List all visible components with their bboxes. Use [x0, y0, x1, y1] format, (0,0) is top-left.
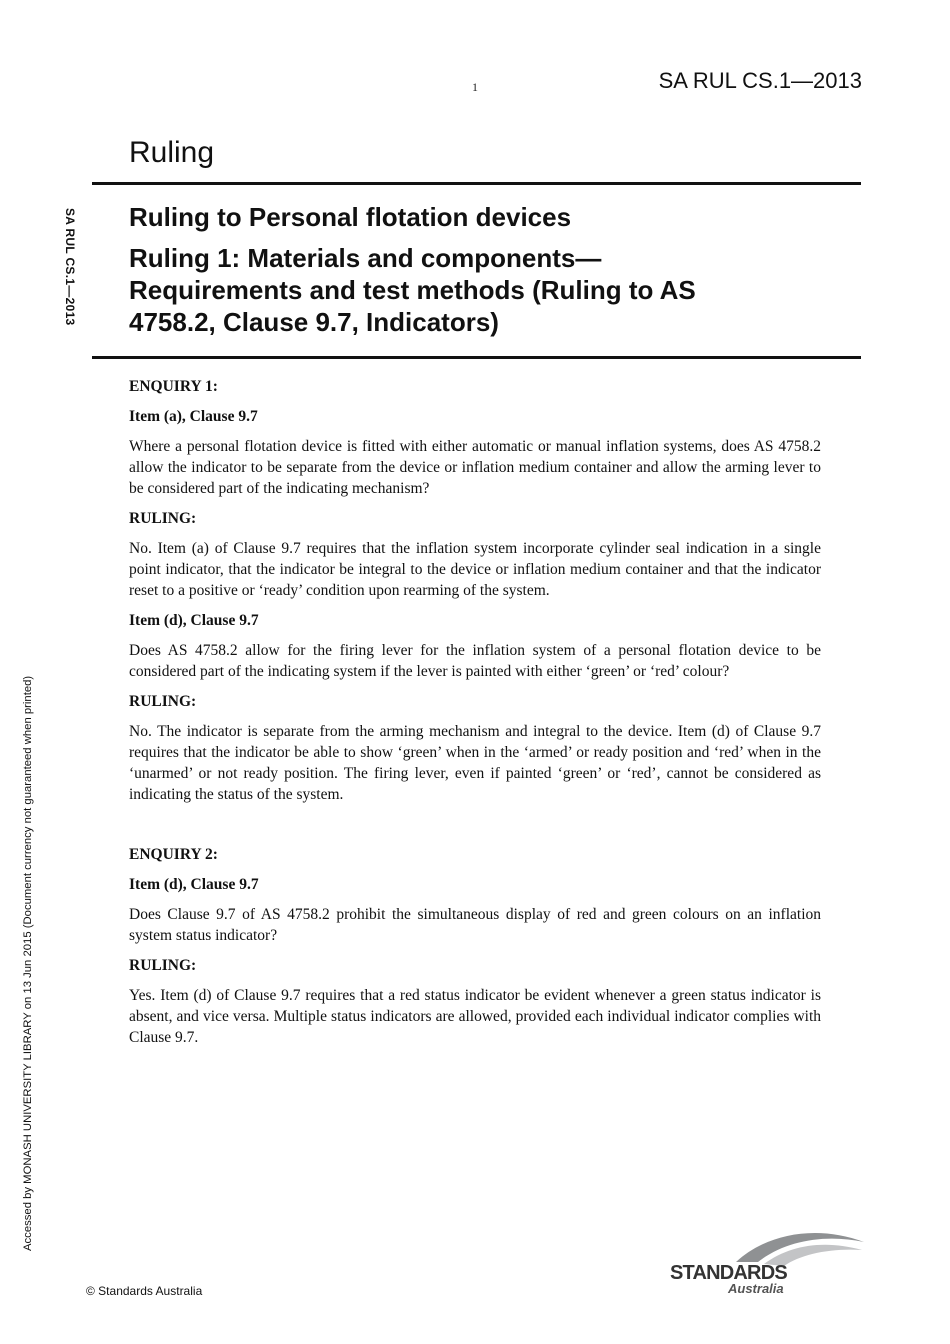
ruling-heading: RULING:	[129, 693, 197, 710]
item-heading: Item (d), Clause 9.7	[129, 612, 259, 629]
ruling-text: Yes. Item (d) of Clause 9.7 requires that a red status indicator be evident whenever a green status indicator is absent, and vice versa. Multiple status indicators are allowed, provided each individual indicator complies with Clause 9.7.	[129, 987, 821, 1046]
ruling-text: No. The indicator is separate from the arming mechanism and integral to the device. Item (d) of Clause 9.7 requires that the indicator be able to show ‘green’ when in the ‘armed’ or ready position and ‘red’ when in the ‘unarmed’ or not ready position. The firing lever, even if painted ‘green’ or ‘red’, cannot be considered as indicating the status of the system.	[129, 723, 821, 803]
bottom-divider	[92, 356, 861, 359]
enquiry-heading: ENQUIRY 1:	[129, 378, 218, 395]
enquiry-heading: ENQUIRY 2:	[129, 846, 218, 863]
section-gap	[129, 814, 821, 844]
sub-title: Ruling 1: Materials and components— Requirements and test methods (Ruling to AS 4758.2, Clause 9.7, Indicators)	[129, 243, 696, 337]
ruling-heading: RULING:	[129, 510, 197, 527]
question-text: Does Clause 9.7 of AS 4758.2 prohibit the simultaneous display of red and green colours on an inflation system status indicator?	[129, 906, 821, 944]
copyright: © Standards Australia	[86, 1284, 203, 1298]
logo-subtext: Australia	[728, 1281, 784, 1296]
enquiry-1	[129, 376, 821, 805]
question-text: Does AS 4758.2 allow for the firing lever for the inflation system of a personal flotation device to be considered part of the indicating system if the lever is painted with either ‘green’ or ‘red’ colour?	[129, 642, 821, 680]
question-text: Where a personal flotation device is fitted with either automatic or manual inflation systems, does AS 4758.2 allow the indicator to be separate from the device or inflation medium container and allow the arming lever to be considered part of the indicating mechanism?	[129, 438, 821, 497]
title-block	[129, 200, 769, 338]
enquiry-2	[129, 844, 821, 1048]
access-note: Accessed by MONASH UNIVERSITY LIBRARY on 13 Jun 2015 (Document currency not guaranteed when printed)	[22, 675, 34, 1251]
logo-wordmark: STANDARDS	[670, 1262, 787, 1284]
document-code: SA RUL CS.1—2013	[658, 68, 862, 93]
side-document-code: SA RUL CS.1—2013	[63, 208, 77, 326]
item-heading: Item (a), Clause 9.7	[129, 408, 258, 425]
top-divider	[92, 182, 861, 185]
main-title: Ruling to Personal flotation devices	[129, 202, 572, 232]
standards-australia-logo	[666, 1226, 866, 1298]
ruling-content	[129, 376, 821, 1057]
item-heading: Item (d), Clause 9.7	[129, 876, 259, 893]
ruling-heading: RULING:	[129, 957, 197, 974]
section-label: Ruling	[129, 136, 215, 169]
ruling-text: No. Item (a) of Clause 9.7 requires that the inflation system incorporate cylinder seal indication in a single point indicator, that the indicator be integral to the device or inflation medium container and that the indicator reset to a positive or ‘ready’ condition upon rearming of the system.	[129, 540, 821, 599]
page-number: 1	[472, 80, 478, 94]
swoosh-icon	[666, 1226, 866, 1266]
